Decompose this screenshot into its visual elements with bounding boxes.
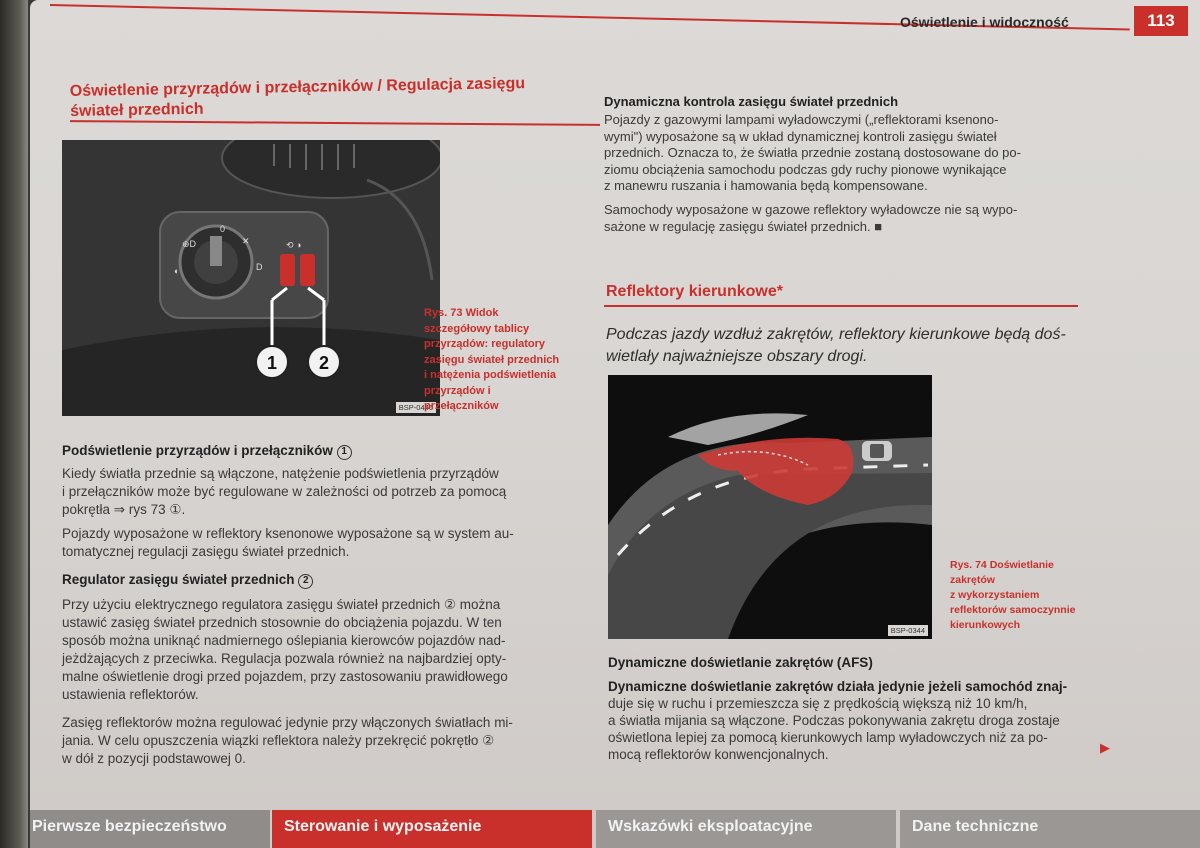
continue-arrow-icon: ▶ — [1100, 740, 1110, 755]
paragraph-afs: Dynamiczne doświetlanie zakrętów działa jedynie jeżeli samochód znaj- duje się w ruchu i przemieszcza się z prędkością większą niż 10 km/h, a światła mijania są włączone. Podczas pokonywania zakrętu droga zostaje oświetlona lepiej za pomocą kierunkowych lamp wyładowczych niż za po- mocą reflektorów konwencjonalnych. — [608, 679, 1068, 762]
figure-code-74: BSP-0344 — [888, 625, 928, 636]
svg-text:◐: ◐ — [174, 266, 180, 276]
num-badge-1: 1 — [337, 445, 352, 460]
paragraph-3: Przy użyciu elektrycznego regulatora zasięgu świateł przednich ② można ustawić zasięg świateł przednich stosownie do obciążenia pojazdu. W ten sposób można uniknąć nadmiernego oślepiania kierowców pojazdów nad- jeżdżających z przeciwka. Regulacja pozwala również na najbardziej opty- malne oświetlenie drogi przed pojazdem, przy zastosowaniu prawidłowego ustawienia reflektorów. — [62, 597, 508, 702]
tab-controls-equipment[interactable]: Sterowanie i wyposażenie — [272, 810, 592, 848]
figure-74-curve-lighting — [608, 375, 932, 639]
svg-text:✕: ✕ — [242, 236, 250, 246]
paragraph-2: Pojazdy wyposażone w reflektory ksenonowe wyposażone są w system au- tomatycznej regulacji zasięgu świateł przednich. — [62, 526, 514, 559]
figure-73-caption: Rys. 73 Widok szczegółowy tablicy przyrządów: regulatory zasięgu świateł przednich i natężenia podświetlenia przyrządów i przełączników — [424, 307, 560, 412]
running-header: Oświetlenie i widoczność — [900, 14, 1069, 30]
svg-text:⊕D: ⊕D — [182, 239, 197, 249]
paragraph-1: Kiedy światła przednie są włączone, natężenie podświetlenia przyrządów i przełączników może być regulowane w zależności od potrzeb za pomocą pokrętła ⇒ rys 73 ①. — [62, 466, 507, 517]
subheading-afs: Dynamiczne doświetlanie zakrętów (AFS) — [608, 655, 873, 670]
callout-1: 1 — [266, 353, 278, 373]
dashboard-illustration — [62, 140, 440, 416]
subheading-instrument-lighting: Podświetlenie przyrządów i przełączników 1 — [62, 443, 352, 460]
section-title-directional: Reflektory kierunkowe* — [606, 283, 783, 300]
tab-technical-data[interactable]: Dane techniczne — [900, 810, 1200, 848]
tab-first-safety[interactable]: Pierwsze bezpieczeństwo — [30, 810, 270, 848]
paragraph-4: Zasięg reflektorów można regulować jedynie przy włączonych światłach mi- jania. W celu opuszczenia wiązki reflektora należy przekręcić pokrętło ② w dół z pozycji podstawowej 0. — [62, 715, 513, 766]
section-title-instrument-lighting — [70, 74, 526, 122]
callout-2: 2 — [318, 353, 330, 373]
book-spine — [0, 0, 28, 848]
num-badge-2: 2 — [298, 574, 313, 589]
range-wheel — [300, 254, 315, 286]
paragraph-dynamic-1: Pojazdy z gazowymi lampami wyładowczymi („reflektorami ksenono- wymi") wyposażone są w układ dynamicznej kontroli zasięgu świateł przednich. Oznacza to, że światła przednie zostaną dostosowane do po- ziomu obciążenia samochodu podczas gdy ruchy pionowe wynikające z manewru ruszania i hamowania będą kompensowane. — [604, 112, 1021, 193]
intro-text: Podczas jazdy wzdłuż zakrętów, reflektory kierunkowe będą doś- wietlały najważniejsze obszary drogi. — [606, 326, 1066, 365]
dimmer-wheel — [280, 254, 295, 286]
figure-73-dashboard — [62, 140, 440, 416]
section-title-line1: Oświetlenie przyrządów i przełączników / Regulacja zasięgu — [69, 75, 526, 100]
page-number: 113 — [1134, 6, 1188, 36]
svg-text:D: D — [256, 262, 263, 272]
paragraph-dynamic-2: Samochody wyposażone w gazowe reflektory wyładowcze nie są wypo- sażone w regulację zasięgu świateł przednich. ■ — [604, 202, 1018, 234]
section-rule — [70, 120, 600, 125]
curve-lighting-illustration — [608, 375, 932, 639]
manual-page — [30, 0, 1200, 848]
svg-text:0: 0 — [220, 224, 226, 234]
subheading-dynamic-range: Dynamiczna kontrola zasięgu świateł przednich — [604, 94, 899, 109]
svg-text:⟲ ◑: ⟲ ◑ — [286, 240, 302, 250]
section-title-line2: świateł przednich — [70, 100, 204, 120]
figure-code: BSP-0446 — [396, 402, 436, 413]
subheading-range-regulator: Regulator zasięgu świateł przednich 2 — [62, 572, 313, 589]
section-rule-right — [604, 305, 1078, 307]
footer-tabs — [30, 808, 1200, 848]
figure-74-caption: Rys. 74 Doświetlanie zakrętów z wykorzystaniem reflektorów samoczynnie kierunkowych — [950, 559, 1076, 631]
tab-operating-tips[interactable]: Wskazówki eksploatacyjne — [596, 810, 896, 848]
